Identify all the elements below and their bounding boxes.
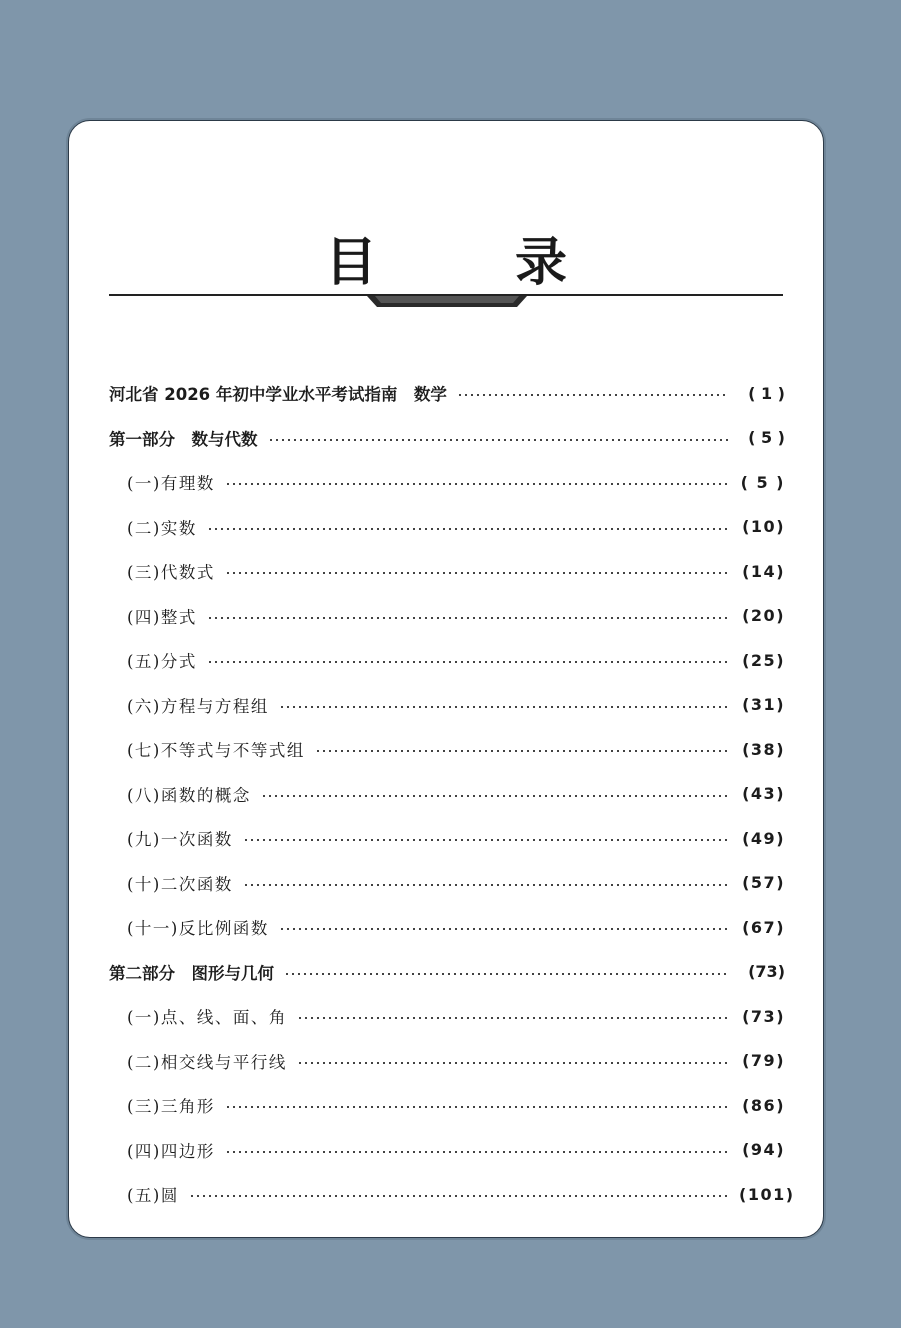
- toc-entry[interactable]: [109, 594, 785, 639]
- toc-entry-page: (49): [742, 828, 785, 848]
- toc-entry[interactable]: [109, 727, 785, 772]
- toc-entry-page: (79): [742, 1051, 785, 1071]
- leader-dots: [225, 1106, 729, 1108]
- toc-entry-page: (25): [742, 650, 785, 670]
- leader-dots: [189, 1195, 729, 1197]
- leader-dots: [279, 706, 729, 708]
- leader-dots: [225, 483, 729, 485]
- toc-entry-label: 河北省 2026 年初中学业水平考试指南 数学: [109, 385, 447, 405]
- toc-entry[interactable]: [109, 416, 785, 461]
- table-of-contents: [109, 371, 795, 1217]
- leader-dots: [315, 750, 729, 752]
- toc-entry-page: (31): [742, 695, 785, 715]
- leader-dots: [261, 795, 729, 797]
- toc-entry-page: ( 5 ): [740, 472, 785, 492]
- toc-entry-page: ( 1 ): [748, 383, 785, 403]
- leader-dots: [207, 617, 729, 619]
- page-title: 目 录: [324, 233, 628, 293]
- toc-entry-page: (94): [742, 1140, 785, 1160]
- toc-entry-label: (九)一次函数: [127, 830, 233, 850]
- toc-entry-page: (86): [742, 1095, 785, 1115]
- toc-entry[interactable]: [109, 994, 785, 1039]
- leader-dots: [268, 439, 730, 441]
- toc-entry-label: (七)不等式与不等式组: [127, 741, 305, 761]
- toc-entry[interactable]: [109, 549, 785, 594]
- toc-entry-label: (一)点、线、面、角: [127, 1008, 287, 1028]
- leader-dots: [284, 973, 729, 975]
- toc-entry-label: (二)相交线与平行线: [127, 1052, 287, 1072]
- toc-entry[interactable]: [109, 772, 785, 817]
- leader-dots: [457, 394, 729, 396]
- leader-dots: [225, 1151, 729, 1153]
- toc-entry[interactable]: [109, 460, 785, 505]
- toc-entry-page: ( 5 ): [748, 428, 785, 448]
- toc-entry-page: (10): [742, 517, 785, 537]
- toc-entry-label: (二)实数: [127, 518, 197, 538]
- toc-entry-label: (四)整式: [127, 607, 197, 627]
- toc-entry[interactable]: [109, 371, 785, 416]
- leader-dots: [243, 884, 729, 886]
- leader-dots: [297, 1017, 729, 1019]
- toc-entry-label: (五)分式: [127, 652, 197, 672]
- toc-entry[interactable]: [109, 1172, 795, 1217]
- toc-entry-page: (38): [742, 739, 785, 759]
- title-rule-tab: [367, 296, 527, 307]
- toc-entry-label: (六)方程与方程组: [127, 696, 269, 716]
- toc-entry-page: (101): [739, 1184, 795, 1204]
- toc-entry[interactable]: [109, 861, 785, 906]
- toc-entry[interactable]: [109, 950, 785, 995]
- toc-entry-label: 第二部分 图形与几何: [109, 963, 274, 983]
- toc-entry-label: (三)三角形: [127, 1097, 215, 1117]
- toc-entry-label: (四)四边形: [127, 1141, 215, 1161]
- toc-entry-label: (一)有理数: [127, 474, 215, 494]
- leader-dots: [207, 528, 729, 530]
- toc-entry-label: (十)二次函数: [127, 874, 233, 894]
- leader-dots: [279, 928, 729, 930]
- toc-entry-page: (73): [742, 1006, 785, 1026]
- toc-entry[interactable]: [109, 1128, 785, 1173]
- leader-dots: [207, 661, 729, 663]
- toc-entry-page: (73): [748, 962, 785, 982]
- toc-entry-label: 第一部分 数与代数: [109, 429, 258, 449]
- leader-dots: [225, 572, 729, 574]
- toc-entry[interactable]: [109, 816, 785, 861]
- toc-entry[interactable]: [109, 1083, 785, 1128]
- toc-entry[interactable]: [109, 905, 785, 950]
- toc-entry-label: (八)函数的概念: [127, 785, 251, 805]
- leader-dots: [243, 839, 729, 841]
- toc-entry-page: (14): [742, 561, 785, 581]
- toc-entry-label: (三)代数式: [127, 563, 215, 583]
- toc-entry-label: (十一)反比例函数: [127, 919, 269, 939]
- toc-entry-page: (57): [742, 873, 785, 893]
- leader-dots: [297, 1062, 729, 1064]
- toc-entry[interactable]: [109, 505, 785, 550]
- toc-entry[interactable]: [109, 638, 785, 683]
- toc-entry-page: (20): [742, 606, 785, 626]
- toc-entry-label: (五)圆: [127, 1186, 179, 1206]
- toc-entry[interactable]: [109, 1039, 785, 1084]
- toc-entry[interactable]: [109, 683, 785, 728]
- toc-entry-page: (67): [742, 917, 785, 937]
- toc-entry-page: (43): [742, 784, 785, 804]
- document-page: [68, 120, 824, 1238]
